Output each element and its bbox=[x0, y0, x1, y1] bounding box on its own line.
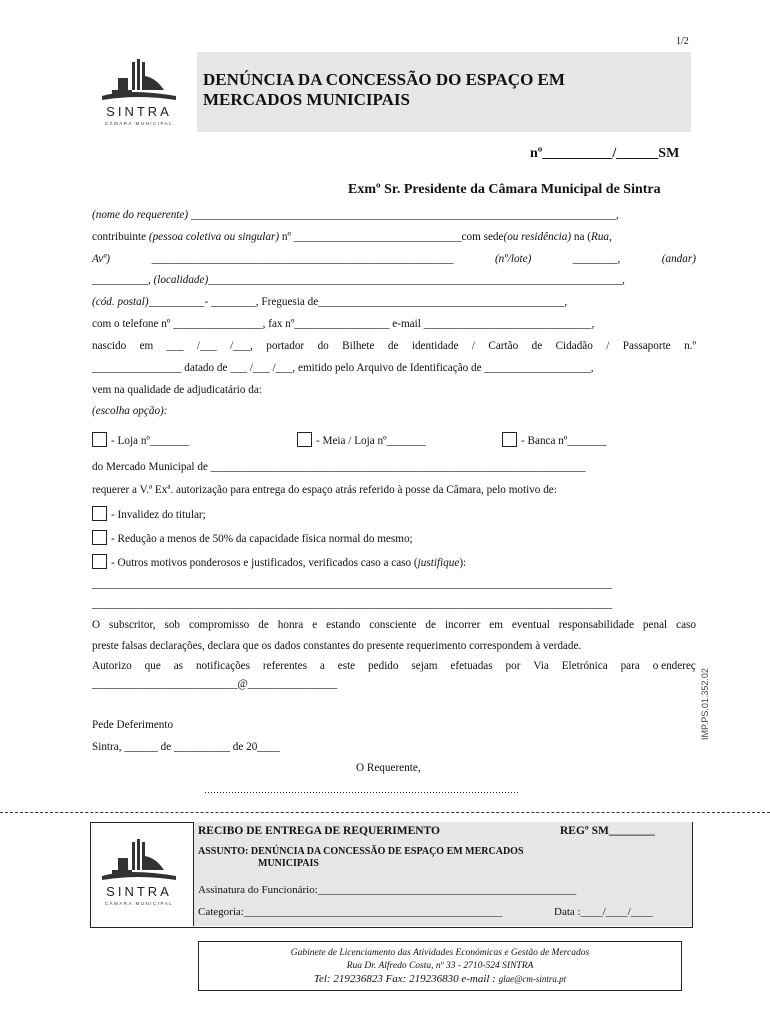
meia-loja-checkbox[interactable] bbox=[297, 432, 312, 447]
sintra-logo bbox=[98, 56, 180, 128]
footer-contacts: Tel: 219236823 Fax: 219236830 e-mail : glae@cm-sintra.pt bbox=[313, 973, 567, 985]
svg-text:SINTRA: SINTRA bbox=[106, 884, 172, 899]
declaration-line-2: preste falsas declarações, declara que os dados constantes do presente requerimento correspondem à verdade. bbox=[92, 640, 582, 652]
deferimento-label: Pede Deferimento bbox=[92, 719, 174, 731]
authorization-line: Autorizo que as notificações referentes a este pedido sejam efetuadas por Via Eletrónica para o endereç bbox=[92, 660, 696, 672]
receipt-reg: REGº SM________ bbox=[560, 825, 655, 837]
receipt-title: RECIBO DE ENTREGA DE REQUERIMENTO bbox=[198, 825, 440, 837]
request-line: requerer a V.ª Exª. autorização para entrega do espaço atrás referido à posse da Câmara, pelo motivo de: bbox=[92, 484, 557, 496]
svg-text:SINTRA: SINTRA bbox=[106, 104, 172, 119]
svg-text:CÂMARA MUNICIPAL: CÂMARA MUNICIPAL bbox=[104, 121, 174, 126]
reducao-checkbox[interactable] bbox=[92, 530, 107, 545]
market-line: do Mercado Municipal de ___________________________________________________________________ bbox=[92, 461, 586, 473]
email-address-line: __________________________@________________ bbox=[92, 678, 338, 690]
address-line: Avª) ______________________________________________________ (nº/lote) ________, (andar) bbox=[92, 253, 696, 265]
footer-office: Gabinete de Licenciamento das Atividades Económicas e Gestão de Mercados bbox=[290, 948, 590, 958]
taxpayer-line: contribuinte (pessoa coletiva ou singular) nº ______________________________com sede(ou residência) na (Rua, bbox=[92, 231, 612, 243]
outros-checkbox[interactable] bbox=[92, 554, 107, 569]
page-number: 1/2 bbox=[676, 36, 689, 47]
banca-checkbox[interactable] bbox=[502, 432, 517, 447]
reason-invalidez[interactable]: - Invalidez do titular; bbox=[92, 506, 206, 521]
loja-checkbox[interactable] bbox=[92, 432, 107, 447]
sintra-logo bbox=[98, 832, 180, 908]
justification-line-2: _____________________________________________________________________________________________ bbox=[92, 598, 613, 610]
requerente-label: O Requerente, bbox=[356, 762, 421, 774]
postal-code-line: (cód. postal)__________- ________, Freguesia de____________________________________________, bbox=[92, 296, 568, 308]
document-code: IMP.PS.01.352.02 bbox=[700, 668, 710, 740]
locality-line: __________, (localidade)__________________________________________________________________________, bbox=[92, 274, 625, 286]
cut-line bbox=[0, 812, 770, 813]
receipt-signature: Assinatura do Funcionário:_______________________________________________ bbox=[198, 884, 577, 896]
option-banca[interactable]: - Banca nº_______ bbox=[502, 432, 607, 447]
reason-reducao[interactable]: - Redução a menos de 50% da capacidade física normal do mesmo; bbox=[92, 530, 413, 545]
footer-address: Rua Dr. Alfredo Costa, nº 33 - 2710-524 SINTRA bbox=[346, 961, 534, 971]
justification-line-1: _____________________________________________________________________________________________ bbox=[92, 578, 613, 590]
receipt-subject: ASSUNTO: DENÚNCIA DA CONCESSÃO DE ESPAÇO EM MERCADOS MUNICIPAIS bbox=[198, 846, 524, 869]
invalidez-checkbox[interactable] bbox=[92, 506, 107, 521]
date-line: Sintra, ______ de __________ de 20____ bbox=[92, 741, 280, 753]
reason-outros[interactable]: - Outros motivos ponderosos e justificados, verificados caso a caso (justifique): bbox=[92, 554, 466, 569]
identity-date-line: ________________ datado de ___ /___ /___, emitido pelo Arquivo de Identificação de ___________________, bbox=[92, 362, 594, 374]
requester-name-line: (nome do requerente) ____________________________________________________________________________, bbox=[92, 209, 619, 221]
addressee: Exmº Sr. Presidente da Câmara Municipal de Sintra bbox=[348, 182, 661, 197]
option-loja[interactable]: - Loja nº_______ bbox=[92, 432, 189, 447]
receipt-date: Data :____/____/____ bbox=[554, 906, 653, 918]
reference-number: nº__________/______SM bbox=[530, 146, 680, 161]
contact-line: com o telefone nº ________________, fax nº_________________ e-mail ______________________________, bbox=[92, 318, 595, 330]
svg-text:CÂMARA MUNICIPAL: CÂMARA MUNICIPAL bbox=[104, 901, 174, 906]
identity-line: nascido em ___ /___ /___, portador do Bilhete de identidade / Cartão de Cidadão / Passaporte n.º bbox=[92, 340, 696, 352]
declaration-line-1: O subscritor, sob compromisso de honra e estando consciente de incorrer em eventual responsabilidade penal caso bbox=[92, 619, 696, 631]
footer-email[interactable]: glae@cm-sintra.pt bbox=[498, 974, 567, 984]
receipt-category: Categoria:_______________________________________________ bbox=[198, 906, 503, 918]
signature-line: …………………………………………………………………………………………… bbox=[204, 785, 519, 795]
adjudicatario-line: vem na qualidade de adjudicatário da: bbox=[92, 384, 262, 396]
form-title: DENÚNCIA DA CONCESSÃO DO ESPAÇO EM MERCADOS MUNICIPAIS bbox=[203, 70, 565, 109]
choose-option-label: (escolha opção): bbox=[92, 405, 168, 417]
option-meia-loja[interactable]: - Meia / Loja nº_______ bbox=[297, 432, 426, 447]
